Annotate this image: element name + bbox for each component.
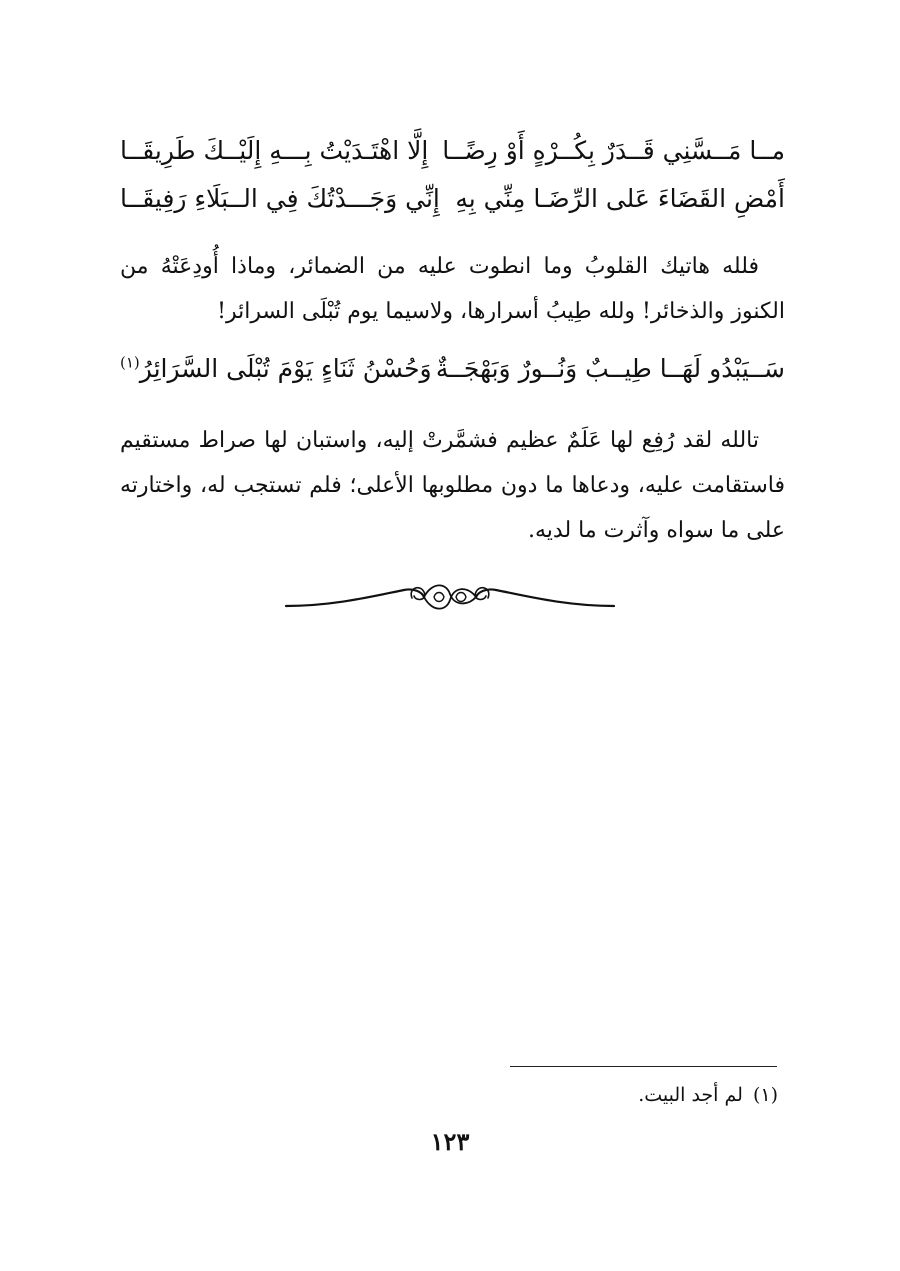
verse-3-second-hemistich [120, 346, 432, 392]
paragraph-banner [120, 418, 785, 553]
verse-2-second-hemistich: إِنِّي وَجَـــدْتُكَ فِي الــبَلَاءِ رَفِيقَــا [120, 184, 440, 213]
verse-1-first-hemistich: مــا مَــسَّنِي قَــدَرٌ بِكُــرْهٍ أَوْ رِضًــا [442, 136, 785, 165]
footnote-text: لم أجد البيت. [638, 1084, 743, 1106]
paragraph-hearts-text: فلله هاتيك القلوبُ وما انطوت عليه من الضمائر، وماذا أُودِعَتْهُ من الكنوز والذخائر! ولله طِيبُ أسرارها، ولاسيما يوم تُبْلَى السرائر! [120, 254, 785, 324]
page-number: ١٢٣ [430, 1127, 470, 1156]
flourish-divider-icon [284, 578, 616, 618]
verse-3-second-text: وَحُسْنُ ثَنَاءٍ يَوْمَ تُبْلَى السَّرَائِرُ [139, 354, 432, 383]
verse-line-2 [120, 176, 785, 222]
verse-3-first-hemistich: سَــيَبْدُو لَهَــا طِيــبٌ وَنُــورٌ وَبَهْجَــةٌ [435, 354, 785, 383]
footnote-number: (١) [752, 1084, 778, 1106]
paragraph-hearts [120, 244, 785, 334]
verse-2-first-hemistich: أَمْضِ القَضَاءَ عَلى الرِّضَـا مِنِّي بِهِ [455, 184, 785, 213]
footnote-reference[interactable]: (١) [120, 353, 140, 372]
footnote-separator [510, 1066, 777, 1067]
verse-line-3 [120, 346, 785, 392]
footnote-1 [638, 1080, 778, 1110]
paragraph-banner-text: تالله لقد رُفِع لها عَلَمٌ عظيم فشمَّرتْ إليه، واستبان لها صراط مستقيم فاستقامت عليه، ودعاها ما دون مطلوبها الأعلى؛ فلم تستجب له، واختارته على ما سواه وآثرت ما لديه. [120, 428, 785, 543]
verse-line-1 [120, 128, 785, 174]
verse-1-second-hemistich: إِلَّا اهْتَـدَيْتُ بِـــهِ إِلَيْــكَ طَرِيقَــا [120, 136, 429, 165]
